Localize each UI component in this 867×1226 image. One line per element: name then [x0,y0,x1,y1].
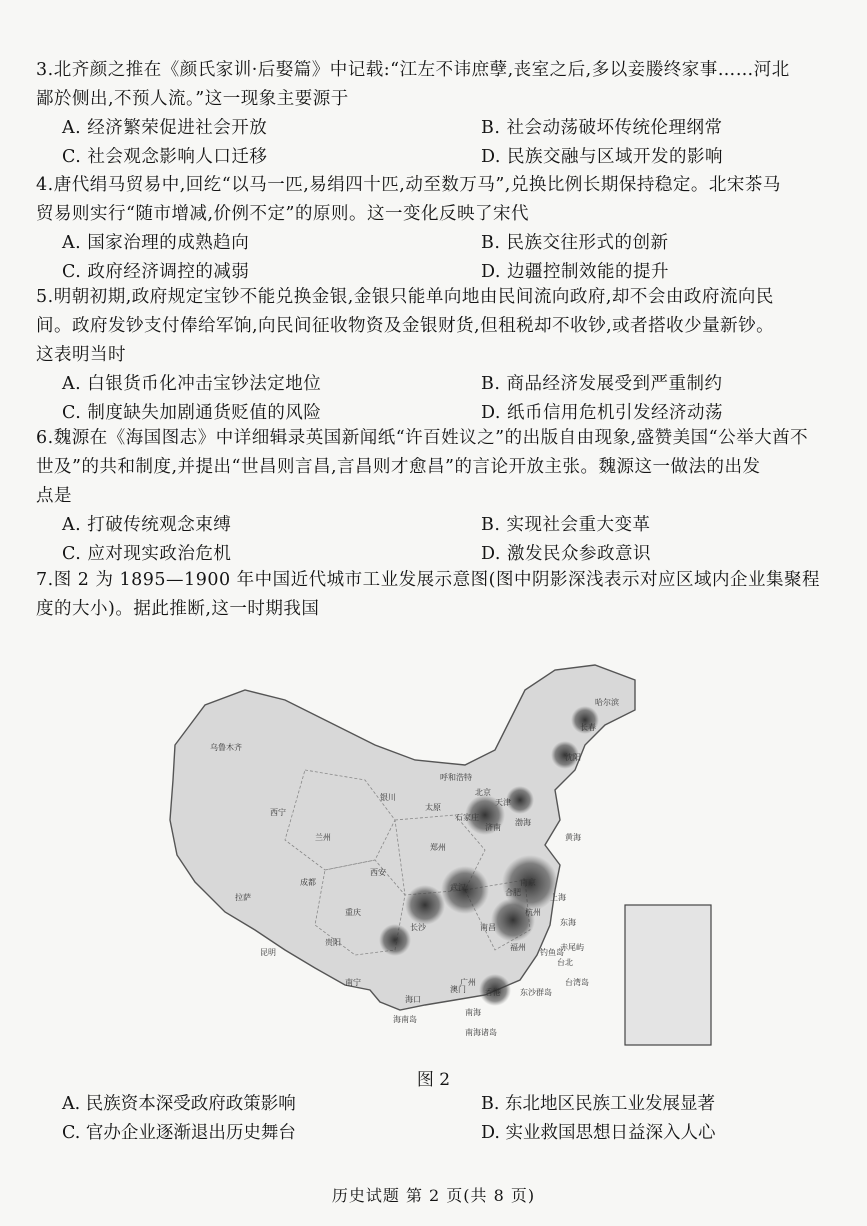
density-blob [379,924,411,956]
option-a[interactable]: A. 白银货币化冲击宝钞法定地位 [62,374,322,394]
option-a[interactable]: A. 民族资本深受政府政策影响 [62,1094,296,1114]
map-place-label: 南宁 [345,978,361,987]
map-place-label: 渤海 [515,818,531,827]
option-c[interactable]: C. 制度缺失加剧通货贬值的风险 [62,403,322,423]
map-place-label: 沈阳 [565,753,581,762]
map-place-label: 广州 [460,978,476,987]
question-text-line: 贸易则实行“随市增减,价例不定”的原则。这一变化反映了宋代 [36,204,529,224]
map-place-label: 澳门 [450,985,466,994]
question-text-line: 4.唐代绢马贸易中,回纥“以马一匹,易绢四十匹,动至数万马”,兑换比例长期保持稳定。北宋茶马 [36,175,781,195]
option-d[interactable]: D. 实业救国思想日益深入人心 [481,1123,716,1143]
option-a[interactable]: A. 经济繁荣促进社会开放 [62,118,268,138]
map-place-label: 昆明 [260,948,276,957]
map-place-label: 杭州 [525,908,541,917]
map-place-label: 武汉 [450,883,466,892]
question-text-line: 3.北齐颜之推在《颜氏家训·后娶篇》中记载:“江左不讳庶孽,丧室之后,多以妾媵终家事……河北 [36,60,790,80]
options [36,370,836,428]
map-place-label: 北京 [475,788,491,797]
question-text-line: 世及”的共和制度,并提出“世昌则言昌,言昌则才愈昌”的言论开放主张。魏源这一做法的出发 [36,457,761,477]
map-place-label: 拉萨 [235,893,251,902]
map-place-label: 兰州 [315,833,331,842]
china-industry-map [165,650,715,1060]
map-place-label: 赤尾屿 [560,943,584,952]
map-place-label: 东海 [560,918,576,927]
map-place-label: 南京 [520,878,536,887]
figure-caption: 图 2 [416,1070,451,1090]
map-place-label: 南海 [465,1008,481,1017]
map-place-label: 南海诸岛 [465,1028,497,1037]
question-7-options [36,1090,836,1148]
question-4 [36,171,836,287]
map-place-label: 黄海 [565,833,581,842]
map-place-label: 哈尔滨 [595,698,619,707]
map-place-label: 天津 [495,798,511,807]
option-d[interactable]: D. 民族交融与区域开发的影响 [481,147,724,167]
option-b[interactable]: B. 社会动荡破坏传统伦理纲常 [481,118,723,138]
density-blob [405,885,445,925]
map-place-label: 海口 [405,995,421,1004]
map-place-label: 石家庄 [455,813,479,822]
option-a[interactable]: A. 打破传统观念束缚 [62,515,232,535]
option-c[interactable]: C. 应对现实政治危机 [62,544,232,564]
map-place-label: 乌鲁木齐 [210,743,242,752]
map-place-label: 台北 [557,958,573,967]
question-text-line: 5.明朝初期,政府规定宝钞不能兑换金银,金银只能单向地由民间流向政府,却不会由政府流向民 [36,287,774,307]
map-place-label: 西安 [370,868,386,877]
map-place-label: 合肥 [505,888,521,897]
option-d[interactable]: D. 边疆控制效能的提升 [481,262,670,282]
map-place-label: 香港 [485,988,501,997]
page-footer: 历史试题 第 2 页(共 8 页) [331,1186,536,1205]
question-3 [36,56,836,172]
map-place-label: 郑州 [430,843,446,852]
map-place-label: 贵阳 [325,938,341,947]
option-b[interactable]: B. 民族交往形式的创新 [481,233,669,253]
map-place-label: 重庆 [345,908,361,917]
map-place-label: 成都 [300,878,316,887]
density-blob [491,898,535,942]
option-b[interactable]: B. 商品经济发展受到严重制约 [481,374,723,394]
option-b[interactable]: B. 东北地区民族工业发展显著 [481,1094,715,1114]
map-place-label: 呼和浩特 [440,773,472,782]
map-place-label: 台湾岛 [565,978,589,987]
option-b[interactable]: B. 实现社会重大变革 [481,515,651,535]
map-place-label: 福州 [510,943,526,952]
question-text-line: 鄙於侧出,不预人流。”这一现象主要源于 [36,89,349,109]
question-text-line: 间。政府发钞支付俸给军饷,向民间征收物资及金银财货,但租税却不收钞,或者搭收少量新钞。 [36,316,775,336]
map-place-label: 西宁 [270,808,286,817]
map-place-label: 长春 [580,723,596,732]
question-5 [36,283,836,428]
option-c[interactable]: C. 社会观念影响人口迁移 [62,147,268,167]
option-c[interactable]: C. 政府经济调控的减弱 [62,262,250,282]
option-d[interactable]: D. 激发民众参政意识 [481,544,652,564]
question-text-line: 度的大小)。据此推断,这一时期我国 [36,599,320,619]
map-place-label: 济南 [485,823,501,832]
question-text-line: 6.魏源在《海国图志》中详细辑录英国新闻纸“许百姓议之”的出版自由现象,盛赞美国“公举大酋不 [36,428,809,448]
map-place-label: 南昌 [480,923,496,932]
map-place-label: 海南岛 [393,1015,417,1024]
options [36,229,836,287]
question-7 [36,566,836,624]
south-sea-inset [625,905,711,1045]
options [36,1090,836,1148]
question-6 [36,424,836,569]
option-c[interactable]: C. 官办企业逐渐退出历史舞台 [62,1123,296,1143]
map-place-label: 东沙群岛 [520,988,552,997]
question-text-line: 点是 [36,486,72,506]
option-d[interactable]: D. 纸币信用危机引发经济动荡 [481,403,724,423]
options [36,114,836,172]
map-place-label: 太原 [425,803,441,812]
options [36,511,836,569]
map-place-label: 上海 [550,893,566,902]
option-a[interactable]: A. 国家治理的成熟趋向 [62,233,250,253]
map-place-label: 银川 [380,793,396,802]
map-place-label: 钓鱼岛 [540,948,564,957]
question-text-line: 这表明当时 [36,345,126,365]
map-place-label: 长沙 [410,923,426,932]
question-text-line: 7.图 2 为 1895—1900 年中国近代城市工业发展示意图(图中阴影深浅表示对应区域内企业集聚程 [36,570,820,590]
